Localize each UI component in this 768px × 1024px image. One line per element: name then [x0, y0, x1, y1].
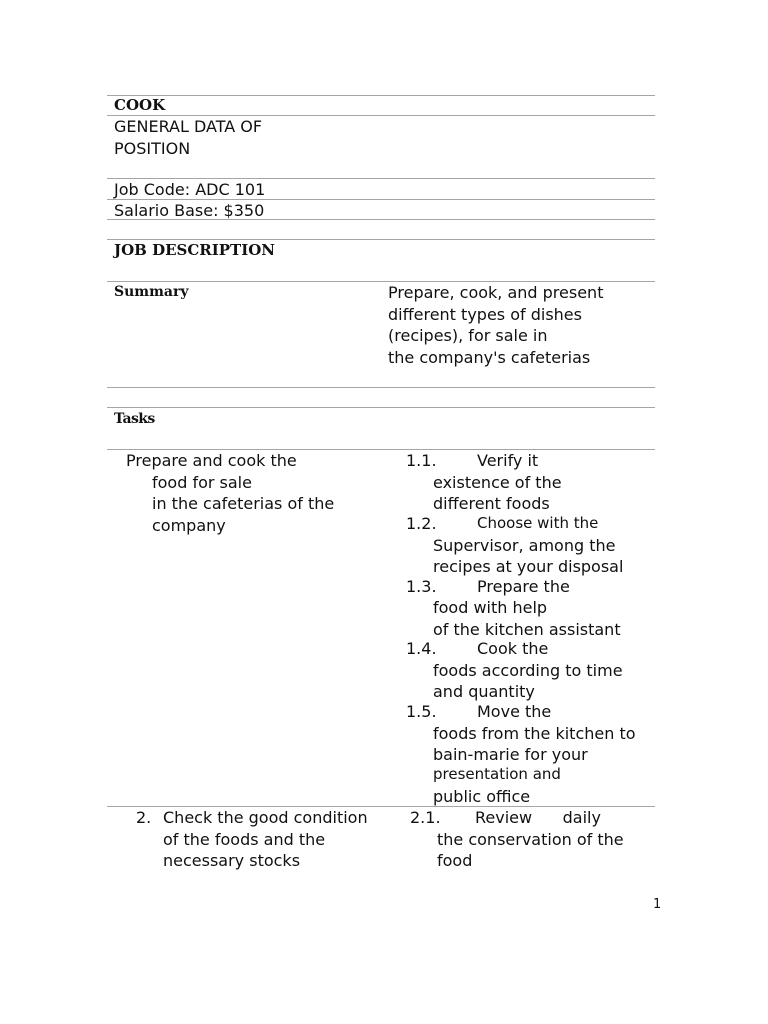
job-description-heading: JOB DESCRIPTION [114, 241, 275, 259]
subtask-line: different foods [433, 494, 550, 513]
page-number: 1 [653, 897, 662, 912]
summary-line-1: Prepare, cook, and present [388, 283, 604, 302]
subtask-line: food [437, 851, 473, 870]
rule [107, 387, 655, 388]
subtask-line: food with help [433, 598, 548, 617]
task2-line-3: necessary stocks [163, 851, 301, 870]
subtask-line: bain-marie for your [433, 745, 588, 764]
job-code: Job Code: ADC 101 [114, 180, 266, 199]
subtask-number: 1.3. [406, 577, 437, 596]
rule [107, 239, 655, 240]
subtask-line: of the kitchen assistant [433, 619, 621, 639]
subtask-number: 1.5. [406, 702, 437, 721]
subtask-head: Verify it [477, 451, 539, 470]
task1-line-2: food for sale [152, 472, 252, 492]
subtask-line: presentation and [433, 765, 561, 783]
task1-line-1: Prepare and cook the [126, 451, 297, 470]
task1-line-3: in the cafeterias of the [152, 494, 335, 513]
subtask-head: Choose with the [477, 514, 599, 532]
summary-line-3: (recipes), for sale in [388, 326, 548, 345]
subtask-number: 2.1. [410, 808, 441, 827]
task2-line-2: of the foods and the [163, 829, 326, 849]
summary-line-4: the company's cafeterias [388, 347, 591, 367]
summary-label: Summary [114, 284, 189, 300]
subtask-head: Move the [477, 702, 552, 721]
subtask-line: recipes at your disposal [433, 557, 624, 576]
general-data-heading-line2: POSITION [114, 138, 191, 158]
general-data-heading-line1: GENERAL DATA OF [114, 117, 263, 136]
subtask-line: foods from the kitchen to [433, 723, 636, 743]
base-salary: Salario Base: $350 [114, 200, 265, 220]
subtask-line: the conservation of the [437, 829, 624, 849]
subtask-number: 1.4. [406, 639, 437, 658]
subtask-number: 1.1. [406, 451, 437, 470]
task2-line-1: Check the good condition [163, 808, 368, 827]
task1-line-4: company [152, 515, 226, 535]
document-title: COOK [114, 96, 166, 114]
subtask-line: existence of the [433, 472, 562, 492]
subtask-line: and quantity [433, 682, 535, 701]
tasks-heading: Tasks [114, 411, 155, 427]
rule [107, 95, 655, 96]
subtask-line: Supervisor, among the [433, 535, 616, 555]
subtask-line: public office [433, 787, 531, 806]
subtask-head: Review daily [475, 808, 601, 827]
subtask-head: Prepare the [477, 577, 570, 596]
task2-number: 2. [136, 808, 152, 827]
subtask-number: 1.2. [406, 514, 437, 533]
subtask-line: foods according to time [433, 660, 623, 680]
subtask-head: Cook the [477, 639, 549, 658]
rule [107, 407, 655, 408]
summary-line-2: different types of dishes [388, 304, 582, 324]
